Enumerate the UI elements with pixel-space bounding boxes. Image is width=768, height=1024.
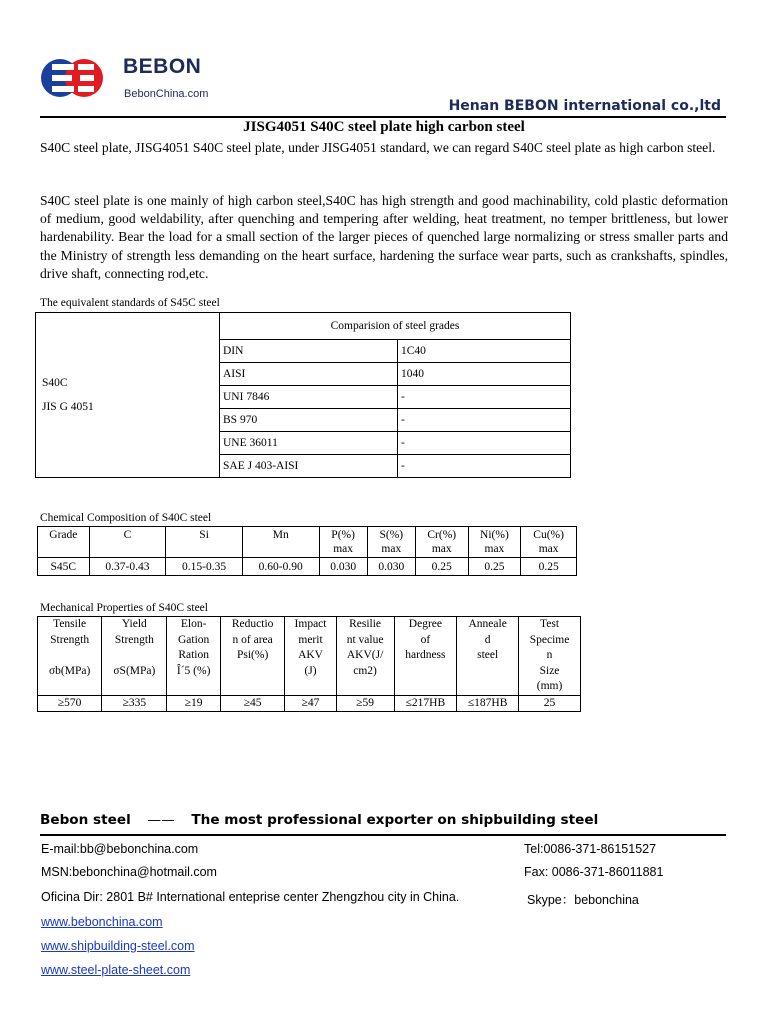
value-cell: ≥19 <box>167 695 220 712</box>
grade-name: S40C <box>42 377 68 389</box>
header-cell: S(%) max <box>367 527 415 558</box>
header-cell: Reductio n of area Psi(%) <box>220 617 285 696</box>
header-cell: Grade <box>38 527 90 558</box>
value-cell: 0.60-0.90 <box>242 558 319 576</box>
header-cell: P(%) max <box>319 527 367 558</box>
header-cell: C <box>89 527 166 558</box>
footer-skype: Skype：bebonchina <box>527 893 639 907</box>
link-steel-plate-sheet[interactable]: www.steel-plate-sheet.com <box>41 963 191 977</box>
header-cell: Elon- Gation Ration Î´5 (%) <box>167 617 220 696</box>
value-cell: 25 <box>519 695 581 712</box>
std-cell: DIN <box>220 340 398 363</box>
description-paragraph: S40C steel plate is one mainly of high carbon steel,S40C has high strength and good machinability, cold plastic deformation of medium, good weldability, after quenching and tempering after welding, heat treatment, no temper brittleness, but lower hardenability. Bear the load for a small section of the larger pieces of quenched large normalizing or stress smaller parts and the Ministry of strength less demanding on the heart surface, hardening the surface wear parts, such as crankshafts, spindles, drive shaft, connecting rod,etc. <box>40 193 728 281</box>
std-cell: UNE 36011 <box>220 432 398 455</box>
header-cell: Resilie nt value AKV(J/ cm2) <box>336 617 394 696</box>
value-cell: - <box>398 432 571 455</box>
link-bebonchina[interactable]: www.bebonchina.com <box>41 915 163 929</box>
std-cell: SAE J 403-AISI <box>220 455 398 478</box>
equivalent-table <box>35 312 571 478</box>
table-row <box>38 695 581 712</box>
brand-name: BEBON <box>123 55 202 78</box>
value-cell: ≥335 <box>102 695 167 712</box>
intro-paragraph: S40C steel plate, JISG4051 S40C steel plate, under JISG4051 standard, we can regard S40C steel plate as high carbon steel. <box>40 140 716 155</box>
value-cell: ≤217HB <box>394 695 457 712</box>
std-cell: UNI 7846 <box>220 386 398 409</box>
header-cell: Test Specime n Size (mm) <box>519 617 581 696</box>
std-cell: AISI <box>220 363 398 386</box>
value-cell: 0.25 <box>415 558 468 576</box>
header-cell: Tensile Strength σb(MPa) <box>38 617 102 696</box>
company-name: Henan BEBON international co.,ltd <box>448 98 721 114</box>
footer-dash: —— <box>147 812 175 828</box>
value-cell: 0.37-0.43 <box>89 558 166 576</box>
table-header-row <box>38 617 581 696</box>
header-cell: Cu(%) max <box>521 527 577 558</box>
value-cell: 0.25 <box>468 558 521 576</box>
value-cell: ≥59 <box>336 695 394 712</box>
value-cell: 1040 <box>398 363 571 386</box>
table-row <box>38 558 577 576</box>
header-cell: Si <box>166 527 243 558</box>
chemical-table <box>37 526 577 576</box>
document-title: JISG4051 S40C steel plate high carbon steel <box>243 119 525 135</box>
value-cell: ≥570 <box>38 695 102 712</box>
header-divider <box>40 116 726 118</box>
value-cell: 0.030 <box>367 558 415 576</box>
value-cell: 0.15-0.35 <box>166 558 243 576</box>
footer-office: Oficina Dir: 2801 B# International enteprise center Zhengzhou city in China. <box>41 890 460 904</box>
value-cell: - <box>398 386 571 409</box>
footer-slogan <box>40 812 598 828</box>
mechanical-table <box>37 616 581 712</box>
equivalent-caption: The equivalent standards of S45C steel <box>40 297 220 309</box>
header-cell: Impact merit AKV (J) <box>285 617 336 696</box>
footer-brand: Bebon steel <box>40 812 131 828</box>
value-cell: ≥45 <box>220 695 285 712</box>
bebon-logo-icon <box>40 50 112 106</box>
header-cell: Anneale d steel <box>457 617 519 696</box>
header-cell: Ni(%) max <box>468 527 521 558</box>
value-cell: - <box>398 455 571 478</box>
header-cell: Mn <box>242 527 319 558</box>
footer-divider <box>40 834 726 836</box>
footer-fax: Fax: 0086-371-86011881 <box>524 865 664 879</box>
value-cell: ≥47 <box>285 695 336 712</box>
chemical-caption: Chemical Composition of S40C steel <box>40 512 212 524</box>
link-shipbuilding-steel[interactable]: www.shipbuilding-steel.com <box>41 939 195 953</box>
grade-cell <box>36 313 220 478</box>
brand-site: BebonChina.com <box>124 88 209 100</box>
value-cell: 0.25 <box>521 558 577 576</box>
footer-msn: MSN:bebonchina@hotmail.com <box>41 865 217 879</box>
std-cell: BS 970 <box>220 409 398 432</box>
header-cell: Yield Strength σS(MPa) <box>102 617 167 696</box>
value-cell: - <box>398 409 571 432</box>
value-cell: S45C <box>38 558 90 576</box>
value-cell: ≤187HB <box>457 695 519 712</box>
footer-tel: Tel:0086-371-86151527 <box>524 842 657 856</box>
header-cell: Cr(%) max <box>415 527 468 558</box>
grade-standard: JIS G 4051 <box>42 401 94 413</box>
comparison-header: Comparision of steel grades <box>220 313 571 340</box>
value-cell: 0.030 <box>319 558 367 576</box>
footer-email: E-mail:bb@bebonchina.com <box>41 842 199 856</box>
header-cell: Degree of hardness <box>394 617 457 696</box>
mechanical-caption: Mechanical Properties of S40C steel <box>40 602 208 614</box>
footer-slogan-text: The most professional exporter on shipbuilding steel <box>191 812 599 828</box>
value-cell: 1C40 <box>398 340 571 363</box>
table-header-row <box>38 527 577 558</box>
